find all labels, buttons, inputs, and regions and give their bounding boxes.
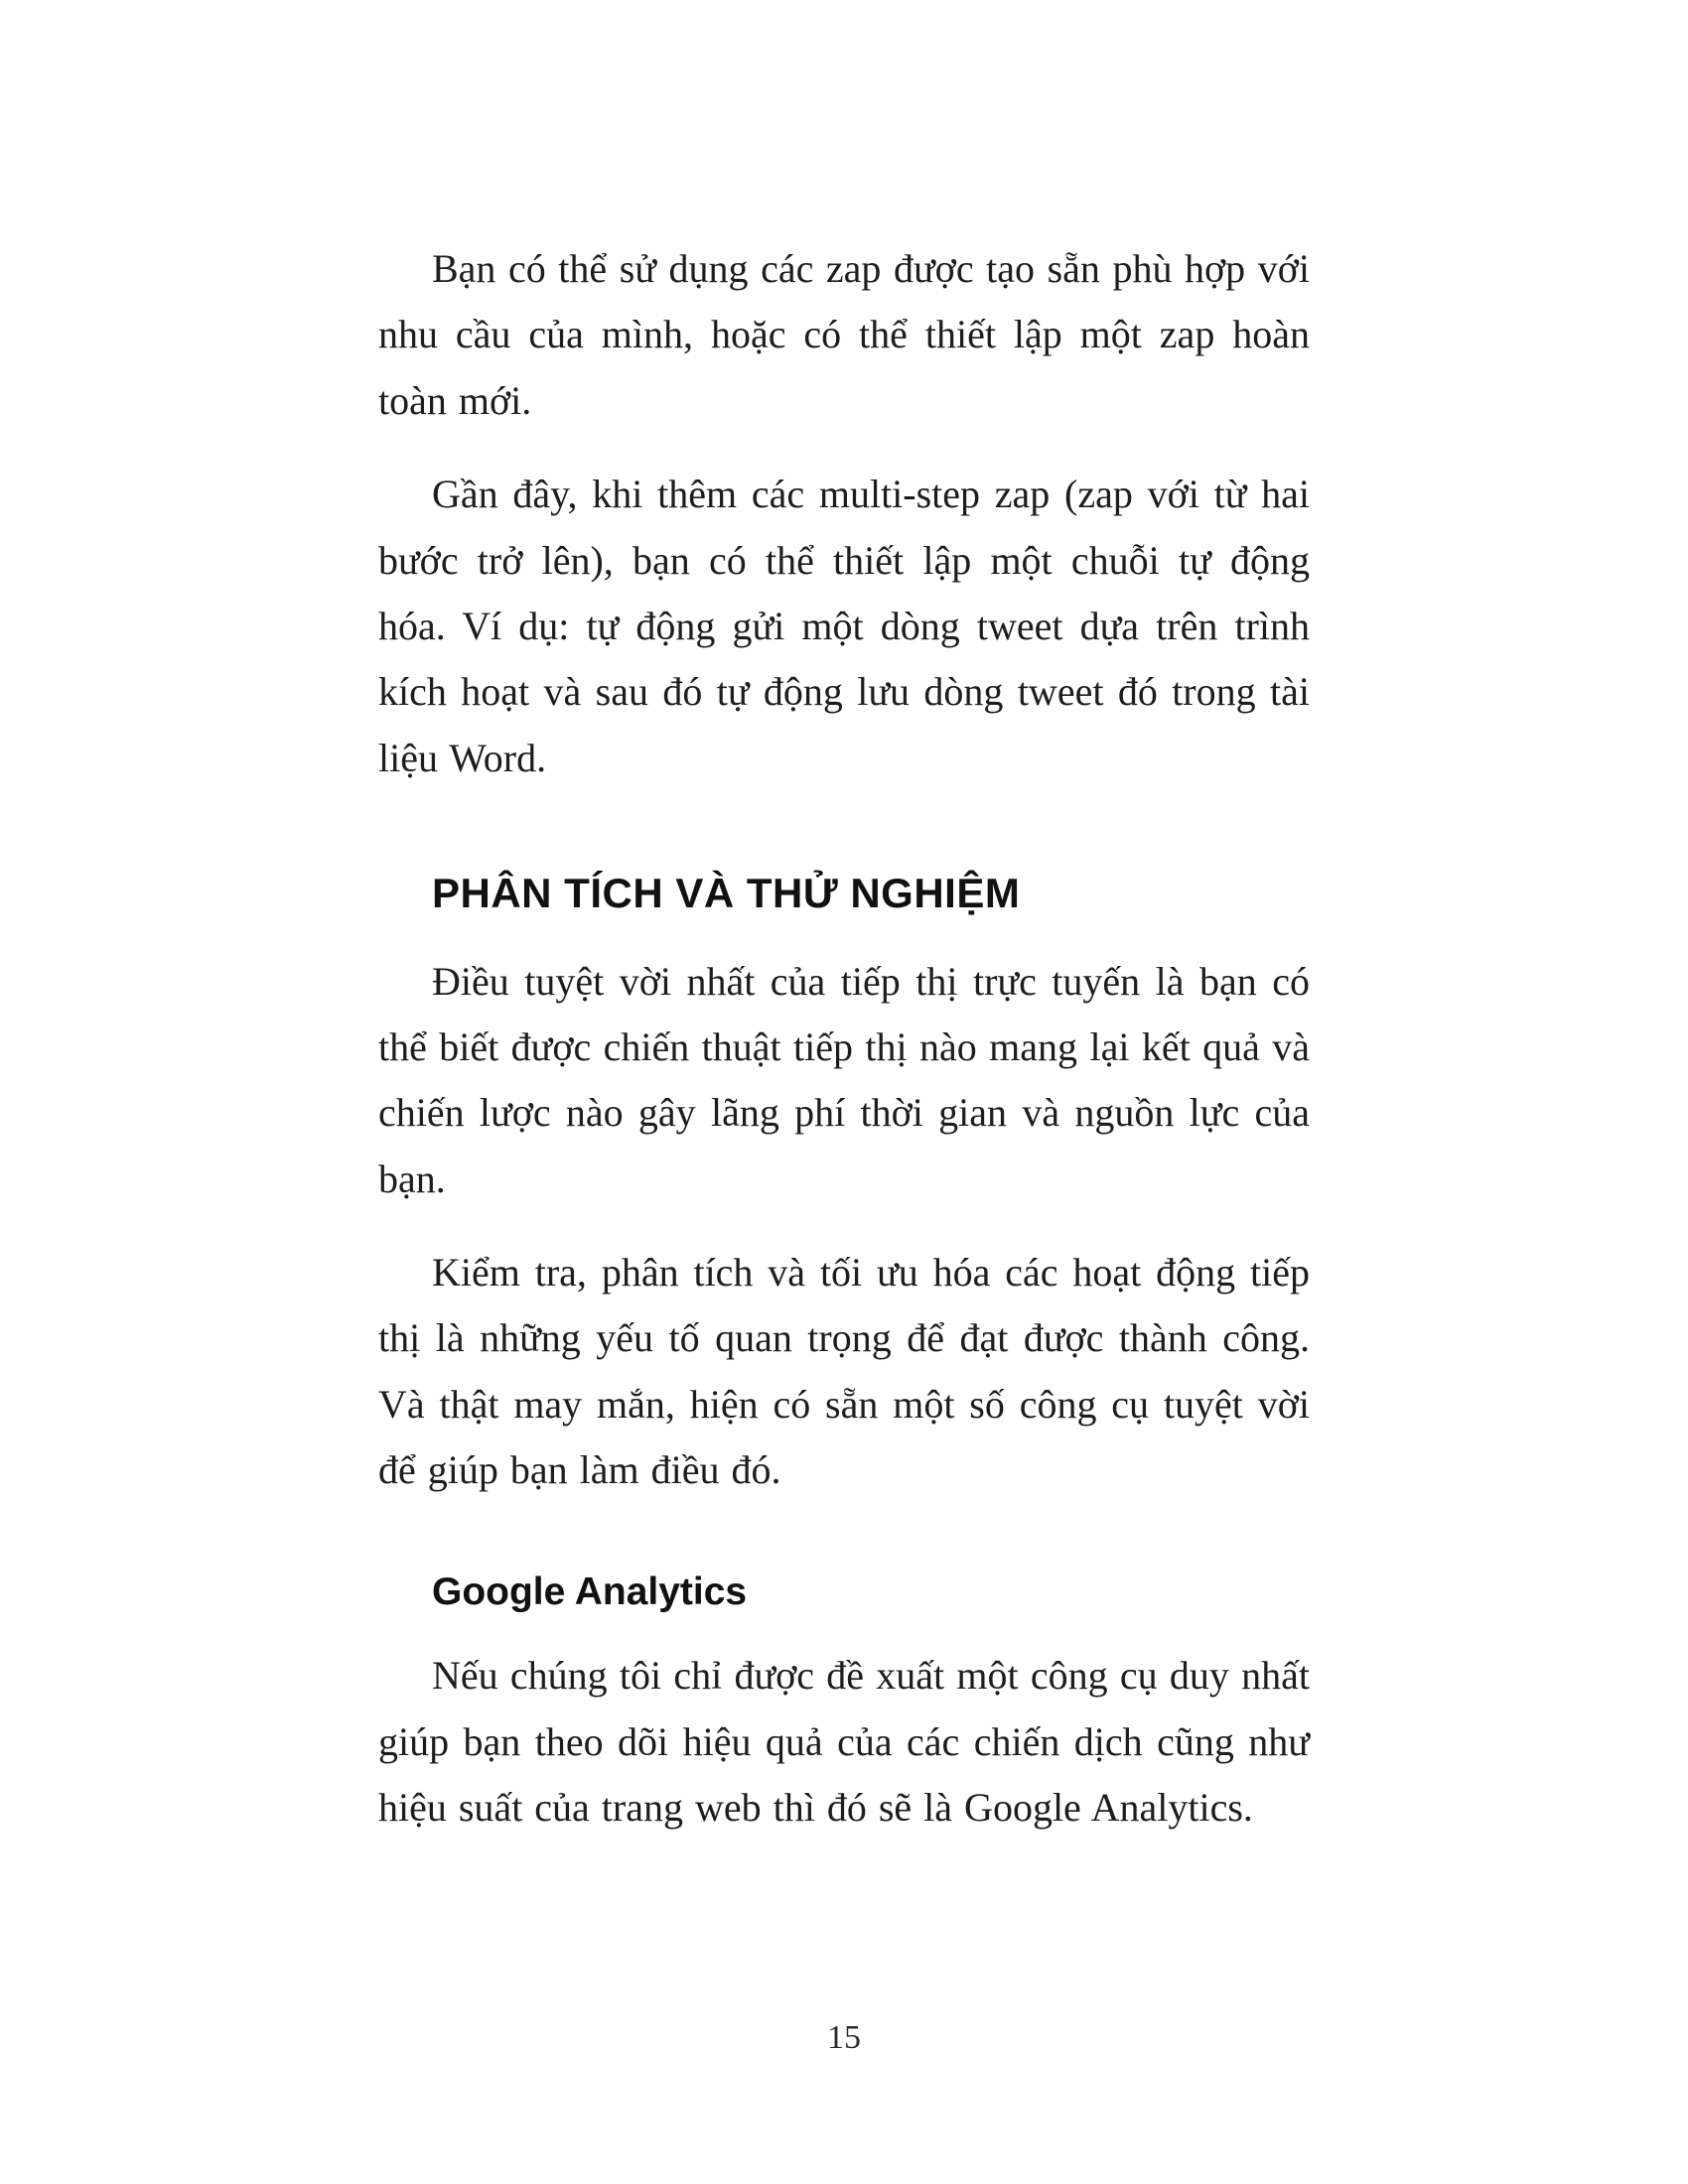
sub-heading-google-analytics: Google Analytics — [432, 1570, 748, 1613]
section-heading-analytics-testing: PHÂN TÍCH VÀ THỬ NGHIỆM — [432, 870, 1021, 917]
paragraph-multistep-zap: Gần đây, khi thêm các multi-step zap (zap với từ hai bước trở lên), bạn có thể thiết lập một chuỗi tự động hóa. Ví dụ: tự động gửi một dòng tweet dựa trên trình kích hoạt và sau đó tự động lưu dòng tweet đó trong tài liệu Word. — [378, 472, 1310, 780]
text-column — [378, 0, 1310, 1842]
paragraph-online-marketing: Điều tuyệt vời nhất của tiếp thị trực tuyến là bạn có thể biết được chiến thuật tiếp thị nào mang lại kết quả và chiến lược nào gây lãng phí thời gian và nguồn lực của bạn. — [378, 958, 1310, 1201]
paragraph-zap-intro: Bạn có thể sử dụng các zap được tạo sẵn phù hợp với nhu cầu của mình, hoặc có thể thiết lập một zap hoàn toàn mới. — [378, 246, 1310, 423]
paragraph-google-analytics: Nếu chúng tôi chỉ được đề xuất một công cụ duy nhất giúp bạn theo dõi hiệu quả của các chiến dịch cũng như hiệu suất của trang web thì đó sẽ là Google Analytics. — [378, 1653, 1310, 1831]
page-number: 15 — [827, 2019, 861, 2056]
paragraph-testing-optimizing: Kiểm tra, phân tích và tối ưu hóa các hoạt động tiếp thị là những yếu tố quan trọng để đạt được thành công. Và thật may mắn, hiện có sẵn một số công cụ tuyệt vời để giúp bạn làm điều đó. — [378, 1250, 1310, 1493]
